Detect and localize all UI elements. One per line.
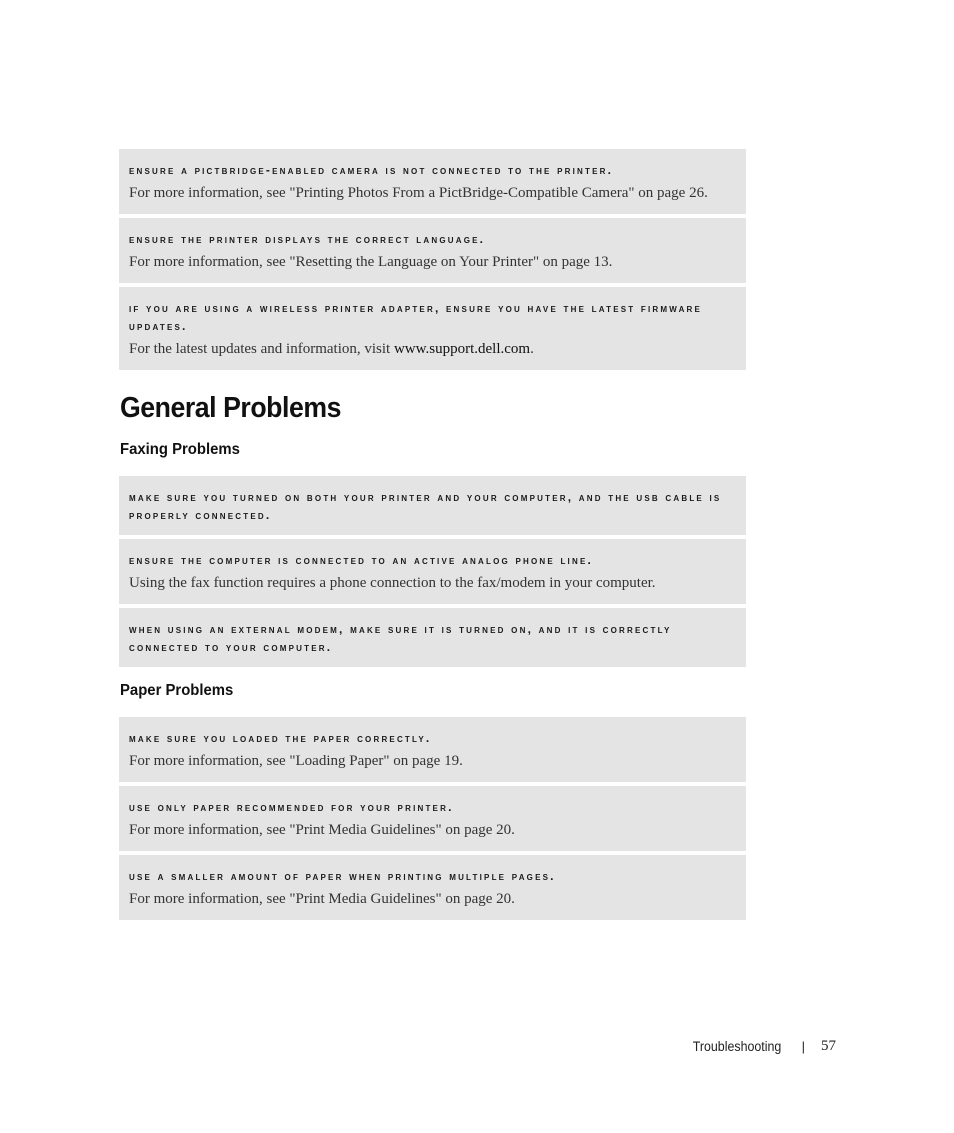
tip-box xyxy=(119,218,746,283)
tip-text xyxy=(129,339,736,359)
faxing-problems-title: Faxing Problems xyxy=(120,441,240,458)
paper-problems-title: Paper Problems xyxy=(120,682,234,699)
tip-box xyxy=(119,287,746,370)
tip-heading: ensure the computer is connected to an active analog phone line. xyxy=(129,553,594,567)
tip-box xyxy=(119,149,746,214)
tip-box xyxy=(119,855,746,920)
tip-text: For more information, see "Print Media Guidelines" on page 20. xyxy=(129,822,515,838)
tip-box xyxy=(119,717,746,782)
page-footer xyxy=(685,1038,836,1055)
tip-box xyxy=(119,476,746,535)
tip-box xyxy=(119,608,746,667)
tip-text-suffix: . xyxy=(530,341,534,357)
footer-separator: | xyxy=(801,1039,805,1054)
page-number: 57 xyxy=(821,1038,836,1054)
tip-box xyxy=(119,786,746,851)
tip-text: For more information, see "Resetting the Language on Your Printer" on page 13. xyxy=(129,254,613,270)
page-content xyxy=(119,149,746,924)
tip-text: Using the fax function requires a phone connection to the fax/modem in your computer. xyxy=(129,575,656,591)
footer-section-name: Troubleshooting xyxy=(692,1039,782,1054)
tip-heading: use a smaller amount of paper when printing multiple pages. xyxy=(129,869,556,883)
tip-heading: ensure a pictbridge-enabled camera is not connected to the printer. xyxy=(129,163,614,177)
tip-heading: make sure you turned on both your printer and your computer, and the usb cable is properly connected. xyxy=(129,490,722,522)
tip-text: For more information, see "Loading Paper" on page 19. xyxy=(129,753,463,769)
section-title: General Problems xyxy=(120,392,342,424)
tip-heading: if you are using a wireless printer adapter, ensure you have the latest firmware updates. xyxy=(129,301,703,333)
tip-text: For more information, see "Printing Photos From a PictBridge-Compatible Camera" on page 26. xyxy=(129,185,708,201)
tip-box xyxy=(119,539,746,604)
tip-heading: use only paper recommended for your printer. xyxy=(129,800,454,814)
tip-heading: ensure the printer displays the correct language. xyxy=(129,232,486,246)
tip-heading: when using an external modem, make sure it is turned on, and it is correctly connected to your computer. xyxy=(129,622,672,654)
tip-heading: make sure you loaded the paper correctly. xyxy=(129,731,432,745)
tip-text-prefix: For the latest updates and information, visit xyxy=(129,341,394,357)
tip-text: For more information, see "Print Media Guidelines" on page 20. xyxy=(129,891,515,907)
support-link[interactable]: www.support.dell.com xyxy=(393,341,531,357)
